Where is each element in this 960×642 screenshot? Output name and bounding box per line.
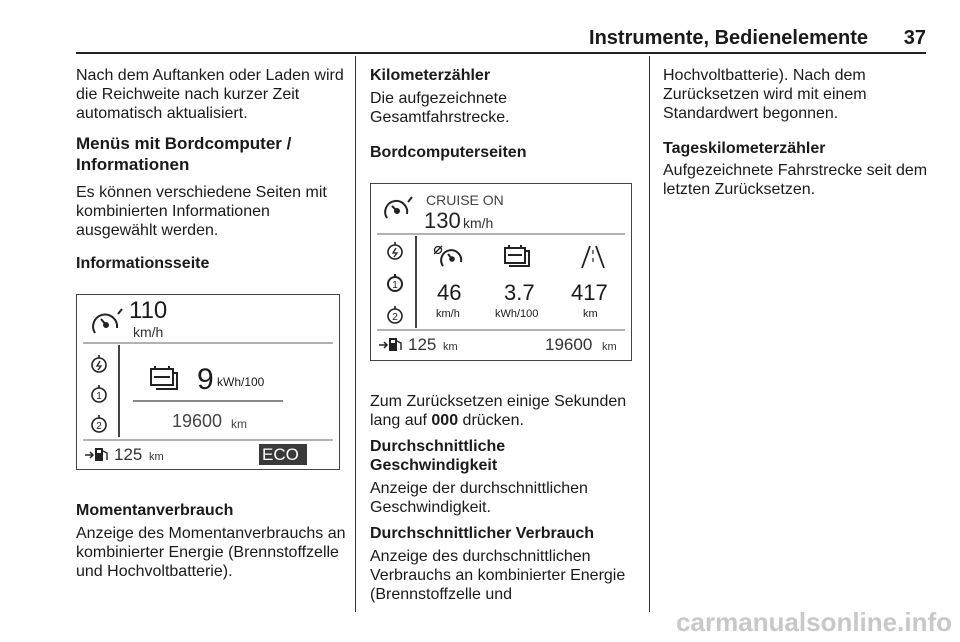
avg-consumption-unit: kWh/100 [495, 308, 539, 320]
term-odometer: Kilometerzähler [370, 67, 491, 84]
trip-pages-heading: Bordcomputerseiten [370, 144, 527, 161]
reset-instruction-post: drücken. [458, 412, 524, 429]
svg-text:2: 2 [96, 421, 102, 432]
info-consumption-unit: kWh/100 [217, 375, 265, 389]
header-rule [76, 52, 926, 54]
column-3 [663, 66, 933, 199]
trip-odometer-value: 19600 [545, 335, 593, 354]
average-speed-icon [434, 246, 461, 266]
info-range-unit: km [149, 451, 164, 463]
average-consumption-battery-icon [505, 245, 529, 266]
trip-unit: km [583, 308, 598, 320]
battery-icon [151, 366, 177, 389]
svg-text:1: 1 [96, 391, 102, 402]
column-divider-2 [649, 56, 650, 612]
info-consumption-value: 9 [197, 363, 214, 396]
info-speed-unit: km/h [133, 324, 164, 340]
info-speed-value: 110 [129, 297, 168, 324]
section-heading-line-2: Informationen [76, 155, 190, 174]
trip-fuel-pump-icon [389, 338, 401, 351]
trip-display-graphics [371, 184, 631, 360]
trip-range-value: 125 [408, 335, 437, 354]
svg-text:1: 1 [392, 280, 398, 291]
cruise-speedometer-icon [385, 197, 412, 218]
trip-value: 417 [571, 280, 608, 305]
trip-range-arrow-icon [379, 342, 387, 348]
info-odometer-unit: km [231, 417, 247, 431]
info-range-value: 125 [114, 445, 143, 464]
eco-label: ECO [262, 445, 299, 464]
column-2-lower [370, 392, 635, 604]
info-page-heading: Informationsseite [76, 255, 210, 272]
pages-paragraph: Es können verschiedene Seiten mit kombinierten Informationen ausgewählt werden. [76, 184, 327, 239]
column-2 [370, 66, 635, 162]
reset-instruction [370, 392, 635, 430]
reset-instruction-pre: Zum Zurücksetzen einige Sekunden lang auf [370, 393, 627, 429]
section-heading [76, 133, 346, 175]
column-1-lower [76, 501, 346, 581]
speedometer-icon [93, 309, 122, 333]
info-page-display [76, 294, 340, 470]
cruise-label: CRUISE ON [426, 192, 504, 208]
term-trip-odometer-desc: Aufgezeichnete Fahrstrecke seit dem letzten Zurücksetzen. [663, 162, 928, 198]
avg-speed-unit: km/h [436, 308, 460, 320]
svg-text:2: 2 [392, 312, 398, 323]
fuel-pump-icon [95, 448, 107, 461]
term-average-consumption: Durchschnittlicher Verbrauch [370, 525, 595, 542]
section-heading-line-1: Menüs mit Bordcomputer / [76, 134, 292, 153]
trip-road-icon [582, 246, 604, 268]
trip-odometer-unit: km [602, 341, 617, 353]
trip-page-display [370, 183, 632, 361]
cruise-speed-value: 130 [424, 208, 461, 233]
column-1 [76, 66, 346, 273]
term-instant-consumption-desc: Anzeige des Momentanverbrauchs an kombinierter Energie (Brennstoffzelle und Hochvoltbatterie). [76, 525, 346, 580]
watermark: carmanualsonline.info [676, 607, 952, 637]
term-odometer-desc: Die aufgezeichnete Gesamtfahrstrecke. [370, 90, 510, 126]
cruise-speed-unit: km/h [463, 215, 494, 231]
info-odometer-value: 19600 [172, 411, 223, 431]
chapter-title: Instrumente, Bedienelemente [589, 27, 868, 49]
term-average-speed-desc: Anzeige der durchschnittlichen Geschwindigkeit. [370, 480, 588, 516]
reset-code: 000 [431, 412, 459, 429]
trip-stopwatch-icon-power [388, 242, 402, 259]
trip-range-unit: km [443, 341, 458, 353]
avg-consumption-value: 3.7 [504, 280, 535, 305]
term-instant-consumption: Momentanverbrauch [76, 502, 234, 519]
term-trip-odometer: Tageskilometerzähler [663, 140, 826, 157]
avg-speed-value: 46 [437, 280, 462, 305]
range-arrow-icon [85, 452, 93, 458]
refuel-paragraph: Nach dem Auftanken oder Laden wird die Reichweite nach kurzer Zeit automatisch aktualisiert. [76, 67, 344, 122]
term-average-consumption-desc: Anzeige des durchschnittlichen Verbrauchs an kombinierter Energie (Brennstoffzelle und [370, 548, 626, 603]
column-divider-1 [355, 56, 356, 612]
term-average-speed: Durchschnittliche Geschwindigkeit [370, 438, 506, 474]
stopwatch-icon-power [92, 355, 106, 372]
page-number: 37 [903, 27, 926, 49]
reset-default-paragraph: Hochvoltbatterie). Nach dem Zurücksetzen wird mit einem Standardwert begonnen. [663, 67, 867, 122]
